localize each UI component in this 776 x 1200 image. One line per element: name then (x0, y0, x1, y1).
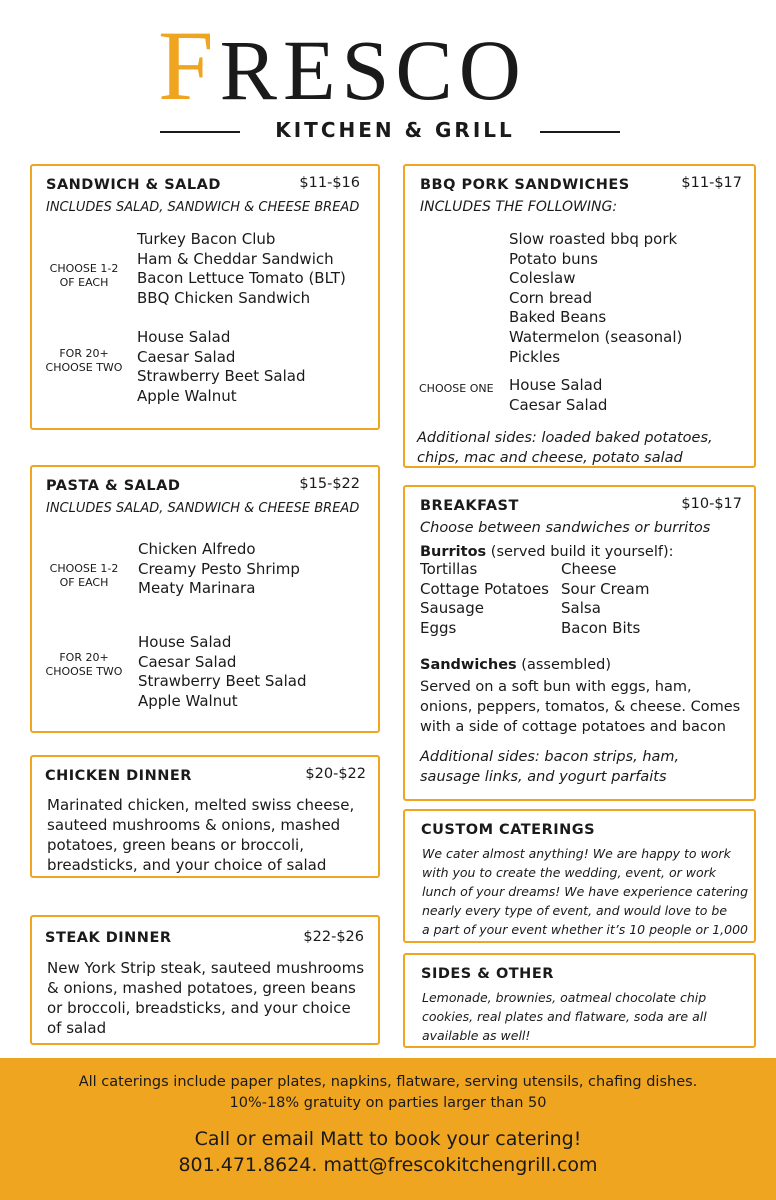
list-item: Cottage Potatoes (420, 579, 549, 598)
choose-line: FOR 20+ (59, 347, 109, 360)
list-item: House Salad (509, 376, 603, 394)
text-line: a part of your event whether it’s 10 people or 1,000 (422, 922, 748, 937)
sandwich-salad-items (137, 328, 306, 406)
list-item: Turkey Bacon Club (137, 230, 276, 248)
list-item: Eggs (420, 618, 457, 637)
desc-line: Marinated chicken, melted swiss cheese, (47, 796, 355, 814)
list-item: Cheese (561, 560, 617, 578)
pasta-salad-note: INCLUDES SALAD, SANDWICH & CHEESE BREAD (46, 501, 360, 516)
pasta-items (138, 540, 300, 599)
logo-rule-left (160, 131, 240, 133)
list-item: Slow roasted bbq pork (509, 230, 678, 248)
list-item: Watermelon (seasonal) (509, 327, 683, 346)
choose-line: FOR 20+ (59, 651, 109, 664)
list-item: Pickles (509, 347, 561, 366)
sandwich-items (137, 230, 346, 308)
list-item: BBQ Chicken Sandwich (137, 288, 311, 307)
choose-line: OF EACH (59, 576, 109, 589)
breakfast-note: Choose between sandwiches or burritos (420, 520, 711, 536)
breakfast-price: $10-$17 (681, 496, 742, 512)
choose-line: CHOOSE 1-2 (49, 562, 119, 575)
chicken-dinner-box (30, 755, 380, 878)
choose-line: CHOOSE TWO (45, 361, 123, 374)
bbq-choose-items (509, 376, 607, 415)
list-item: Apple Walnut (137, 386, 237, 405)
bbq-sides (417, 428, 713, 468)
list-item: Meaty Marinara (138, 579, 256, 598)
pasta-salad-items (138, 633, 307, 711)
text-line: lunch of your dreams! We have experience catering (422, 884, 749, 899)
sides-other-box (403, 953, 756, 1048)
list-item: Sausage (420, 599, 484, 618)
sides-line: chips, mac and cheese, potato salad (417, 450, 683, 466)
logo-subtitle: KITCHEN & GRILL (275, 118, 515, 142)
footer-call-to-action: Call or email Matt to book your catering! (194, 1128, 582, 1150)
pasta-salad-box (30, 465, 380, 733)
text-line: onions, peppers, tomatos, & cheese. Comes (420, 699, 741, 715)
burritos-desc: (served build it yourself): (486, 544, 674, 560)
list-item: Ham & Cheddar Sandwich (137, 249, 334, 268)
list-item: Potato buns (509, 249, 598, 268)
sides-line: sausage links, and yogurt parfaits (420, 769, 667, 785)
sandwich-salad-price: $11-$16 (299, 175, 360, 191)
logo-rule-right (540, 131, 620, 133)
choose-line: CHOOSE TWO (45, 665, 123, 678)
footer-contact[interactable]: 801.471.8624. matt@frescokitchengrill.com (178, 1154, 598, 1176)
burritos-label: Burritos (420, 544, 487, 560)
sandwich-choose-2 (38, 347, 130, 375)
choose-line: CHOOSE 1-2 (49, 262, 119, 275)
sandwiches-label: Sandwiches (420, 657, 517, 673)
sides-line: Additional sides: loaded baked potatoes, (417, 430, 713, 446)
choose-line: OF EACH (59, 276, 109, 289)
desc-line: of salad (47, 1019, 107, 1037)
bbq-pork-note: INCLUDES THE FOLLOWING: (420, 199, 618, 215)
breakfast-sides (420, 747, 679, 787)
custom-caterings-box (403, 809, 756, 943)
text-line: Lemonade, brownies, oatmeal chocolate chip (422, 990, 707, 1005)
list-item: Salsa (561, 599, 601, 618)
list-item: House Salad (138, 633, 232, 651)
pasta-salad-title: PASTA & SALAD (46, 478, 181, 494)
text-line: available as well! (422, 1028, 531, 1043)
list-item: Bacon Lettuce Tomato (BLT) (137, 269, 346, 288)
bbq-pork-price: $11-$17 (681, 175, 742, 191)
desc-line: sauteed mushrooms & onions, mashed (47, 816, 341, 834)
sandwich-salad-note: INCLUDES SALAD, SANDWICH & CHEESE BREAD (46, 200, 360, 215)
list-item: Caesar Salad (138, 652, 237, 671)
desc-line: or broccoli, breadsticks, and your choice (47, 999, 351, 1017)
pasta-choose-2 (38, 651, 130, 679)
burritos-col-2 (561, 560, 649, 638)
list-item: Sour Cream (561, 579, 650, 598)
custom-caterings-text (422, 844, 748, 939)
logo-wordmark (158, 10, 527, 121)
list-item: Bacon Bits (561, 618, 641, 637)
list-item: Apple Walnut (138, 691, 238, 710)
logo-rest: RESCO (219, 22, 527, 118)
text-line: with a side of cottage potatoes and bacon (420, 719, 726, 735)
sandwich-salad-box (30, 164, 380, 430)
logo (0, 10, 776, 148)
text-line: with you to create the wedding, event, or work (422, 865, 716, 880)
chicken-dinner-price: $20-$22 (305, 766, 366, 782)
text-line: cookies, real plates and flatware, soda are all (422, 1009, 707, 1024)
text-line: nearly every type of event, and would love to be (422, 903, 728, 918)
sandwiches-desc: (assembled) (516, 657, 612, 673)
list-item: Caesar Salad (509, 395, 608, 414)
desc-line: breadsticks, and your choice of salad (47, 856, 327, 874)
sandwich-choose-1 (38, 262, 130, 290)
footer-gratuity: 10%-18% gratuity on parties larger than 50 (229, 1095, 547, 1111)
desc-line: potatoes, green beans or broccoli, (47, 836, 304, 854)
burritos-heading (420, 542, 674, 562)
burritos-col-1 (420, 560, 549, 638)
list-item: Strawberry Beet Salad (138, 672, 307, 691)
steak-dinner-desc (47, 958, 364, 1038)
pasta-choose-1 (38, 562, 130, 590)
list-item: Creamy Pesto Shrimp (138, 559, 300, 578)
sandwich-salad-title: SANDWICH & SALAD (46, 177, 221, 193)
text-line: Served on a soft bun with eggs, ham, (420, 679, 692, 695)
steak-dinner-price: $22-$26 (303, 929, 364, 945)
chicken-dinner-desc (47, 795, 354, 875)
list-item: Baked Beans (509, 308, 607, 327)
custom-caterings-title: CUSTOM CATERINGS (421, 822, 596, 838)
bbq-pork-title: BBQ PORK SANDWICHES (420, 177, 630, 193)
sides-other-title: SIDES & OTHER (421, 966, 554, 982)
desc-line: & onions, mashed potatoes, green beans (47, 979, 356, 997)
breakfast-title: BREAKFAST (420, 498, 519, 514)
footer (0, 1058, 776, 1200)
list-item: Tortillas (420, 560, 478, 578)
chicken-dinner-title: CHICKEN DINNER (45, 768, 192, 784)
breakfast-box (403, 485, 756, 801)
list-item: Corn bread (509, 288, 593, 307)
desc-line: New York Strip steak, sauteed mushrooms (47, 959, 365, 977)
sandwiches-text (420, 677, 740, 737)
sides-line: Additional sides: bacon strips, ham, (420, 749, 680, 765)
text-line: We cater almost anything! We are happy to work (422, 846, 731, 861)
list-item: Chicken Alfredo (138, 540, 256, 558)
list-item: Strawberry Beet Salad (137, 367, 306, 386)
list-item: House Salad (137, 328, 231, 346)
bbq-pork-items (509, 230, 682, 367)
logo-f: F (158, 10, 220, 121)
steak-dinner-title: STEAK DINNER (45, 930, 172, 946)
pasta-salad-price: $15-$22 (299, 476, 360, 492)
list-item: Caesar Salad (137, 347, 236, 366)
steak-dinner-box (30, 915, 380, 1045)
bbq-choose-one: CHOOSE ONE (419, 382, 494, 395)
bbq-pork-box (403, 164, 756, 468)
sides-other-text (422, 988, 707, 1045)
list-item: Coleslaw (509, 269, 576, 288)
footer-includes: All caterings include paper plates, napkins, flatware, serving utensils, chafing dishes. (78, 1074, 698, 1090)
sandwiches-heading (420, 655, 611, 675)
